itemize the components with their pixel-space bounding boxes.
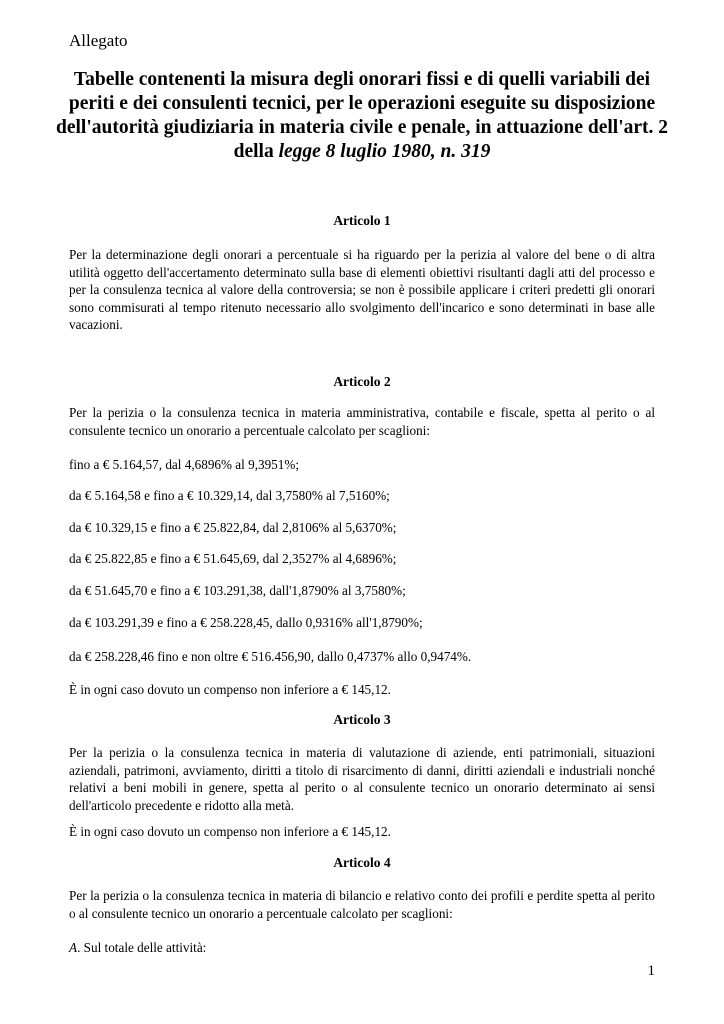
- article-4-subsection-text: . Sul totale delle attività:: [77, 940, 207, 955]
- document-header: Allegato: [69, 31, 128, 50]
- title-main: Tabelle contenenti la misura degli onorari fissi e di quelli variabili dei periti e dei consulenti tecnici, per le operazioni eseguite su disposizione dell'autorità giudiziaria in materia civile e penale, in attuazione dell'art. 2 della: [56, 69, 669, 162]
- article-4-heading: Articolo 4: [333, 855, 391, 870]
- article-3-heading: Articolo 3: [333, 712, 391, 727]
- article-3-minimum: È in ogni caso dovuto un compenso non inferiore a € 145,12.: [69, 824, 391, 839]
- article-3-text: Per la perizia o la consulenza tecnica in materia di valutazione di aziende, enti patrimoniali, situazioni aziendali, patrimoni, avviamento, diritti a titolo di risarcimento di danni, diritti aziendali e industriali nonché relativi a beni mobili in genere, spetta al perito o al consulente tecnico un onorario determinato ai sensi dell'articolo precedente e ridotto alla metà.: [69, 745, 655, 813]
- article-2-heading: Articolo 2: [333, 374, 391, 389]
- article-4-subsection: [69, 939, 659, 956]
- article-4-subsection-letter: A: [69, 940, 78, 955]
- article-2-bracket: da € 10.329,15 e fino a € 25.822,84, dal 2,8106% al 5,6370%;: [69, 520, 397, 535]
- article-2-minimum: È in ogni caso dovuto un compenso non inferiore a € 145,12.: [69, 682, 391, 697]
- article-2-bracket: fino a € 5.164,57, dal 4,6896% al 9,3951%;: [69, 457, 300, 472]
- article-2-bracket: da € 25.822,85 e fino a € 51.645,69, dal 2,3527% al 4,6896%;: [69, 551, 397, 566]
- article-2-bracket: da € 103.291,39 e fino a € 258.228,45, dallo 0,9316% all'1,8790%;: [69, 615, 423, 630]
- title-law-reference: legge 8 luglio 1980, n. 319: [278, 141, 491, 162]
- article-1-text: Per la determinazione degli onorari a percentuale si ha riguardo per la perizia al valore del bene o di altra utilità oggetto dell'accertamento determinato sulla base di elementi obiettivi risultanti dagli atti del processo e per la consulenza tecnica al valore della controversia; se non è possibile applicare i criteri predetti gli onorari sono commisurati al tempo ritenuto necessario allo svolgimento dell'incarico e sono determinati in base alle vacazioni.: [69, 247, 655, 333]
- article-4-text: Per la perizia o la consulenza tecnica in materia di bilancio e relativo conto dei profili e perdite spetta al perito o al consulente tecnico un onorario a percentuale calcolato per scaglioni:: [69, 888, 655, 921]
- article-2-text: Per la perizia o la consulenza tecnica in materia amministrativa, contabile e fiscale, spetta al perito o al consulente tecnico un onorario a percentuale calcolato per scaglioni:: [69, 405, 655, 438]
- page-number: 1: [647, 963, 655, 979]
- article-2-bracket: da € 5.164,58 e fino a € 10.329,14, dal 3,7580% al 7,5160%;: [69, 488, 390, 503]
- article-1-heading: Articolo 1: [333, 213, 391, 228]
- document-title: [56, 68, 668, 164]
- article-2-bracket: da € 51.645,70 e fino a € 103.291,38, dall'1,8790% al 3,7580%;: [69, 583, 406, 598]
- article-2-bracket: da € 258.228,46 fino e non oltre € 516.456,90, dallo 0,4737% allo 0,9474%.: [69, 649, 472, 664]
